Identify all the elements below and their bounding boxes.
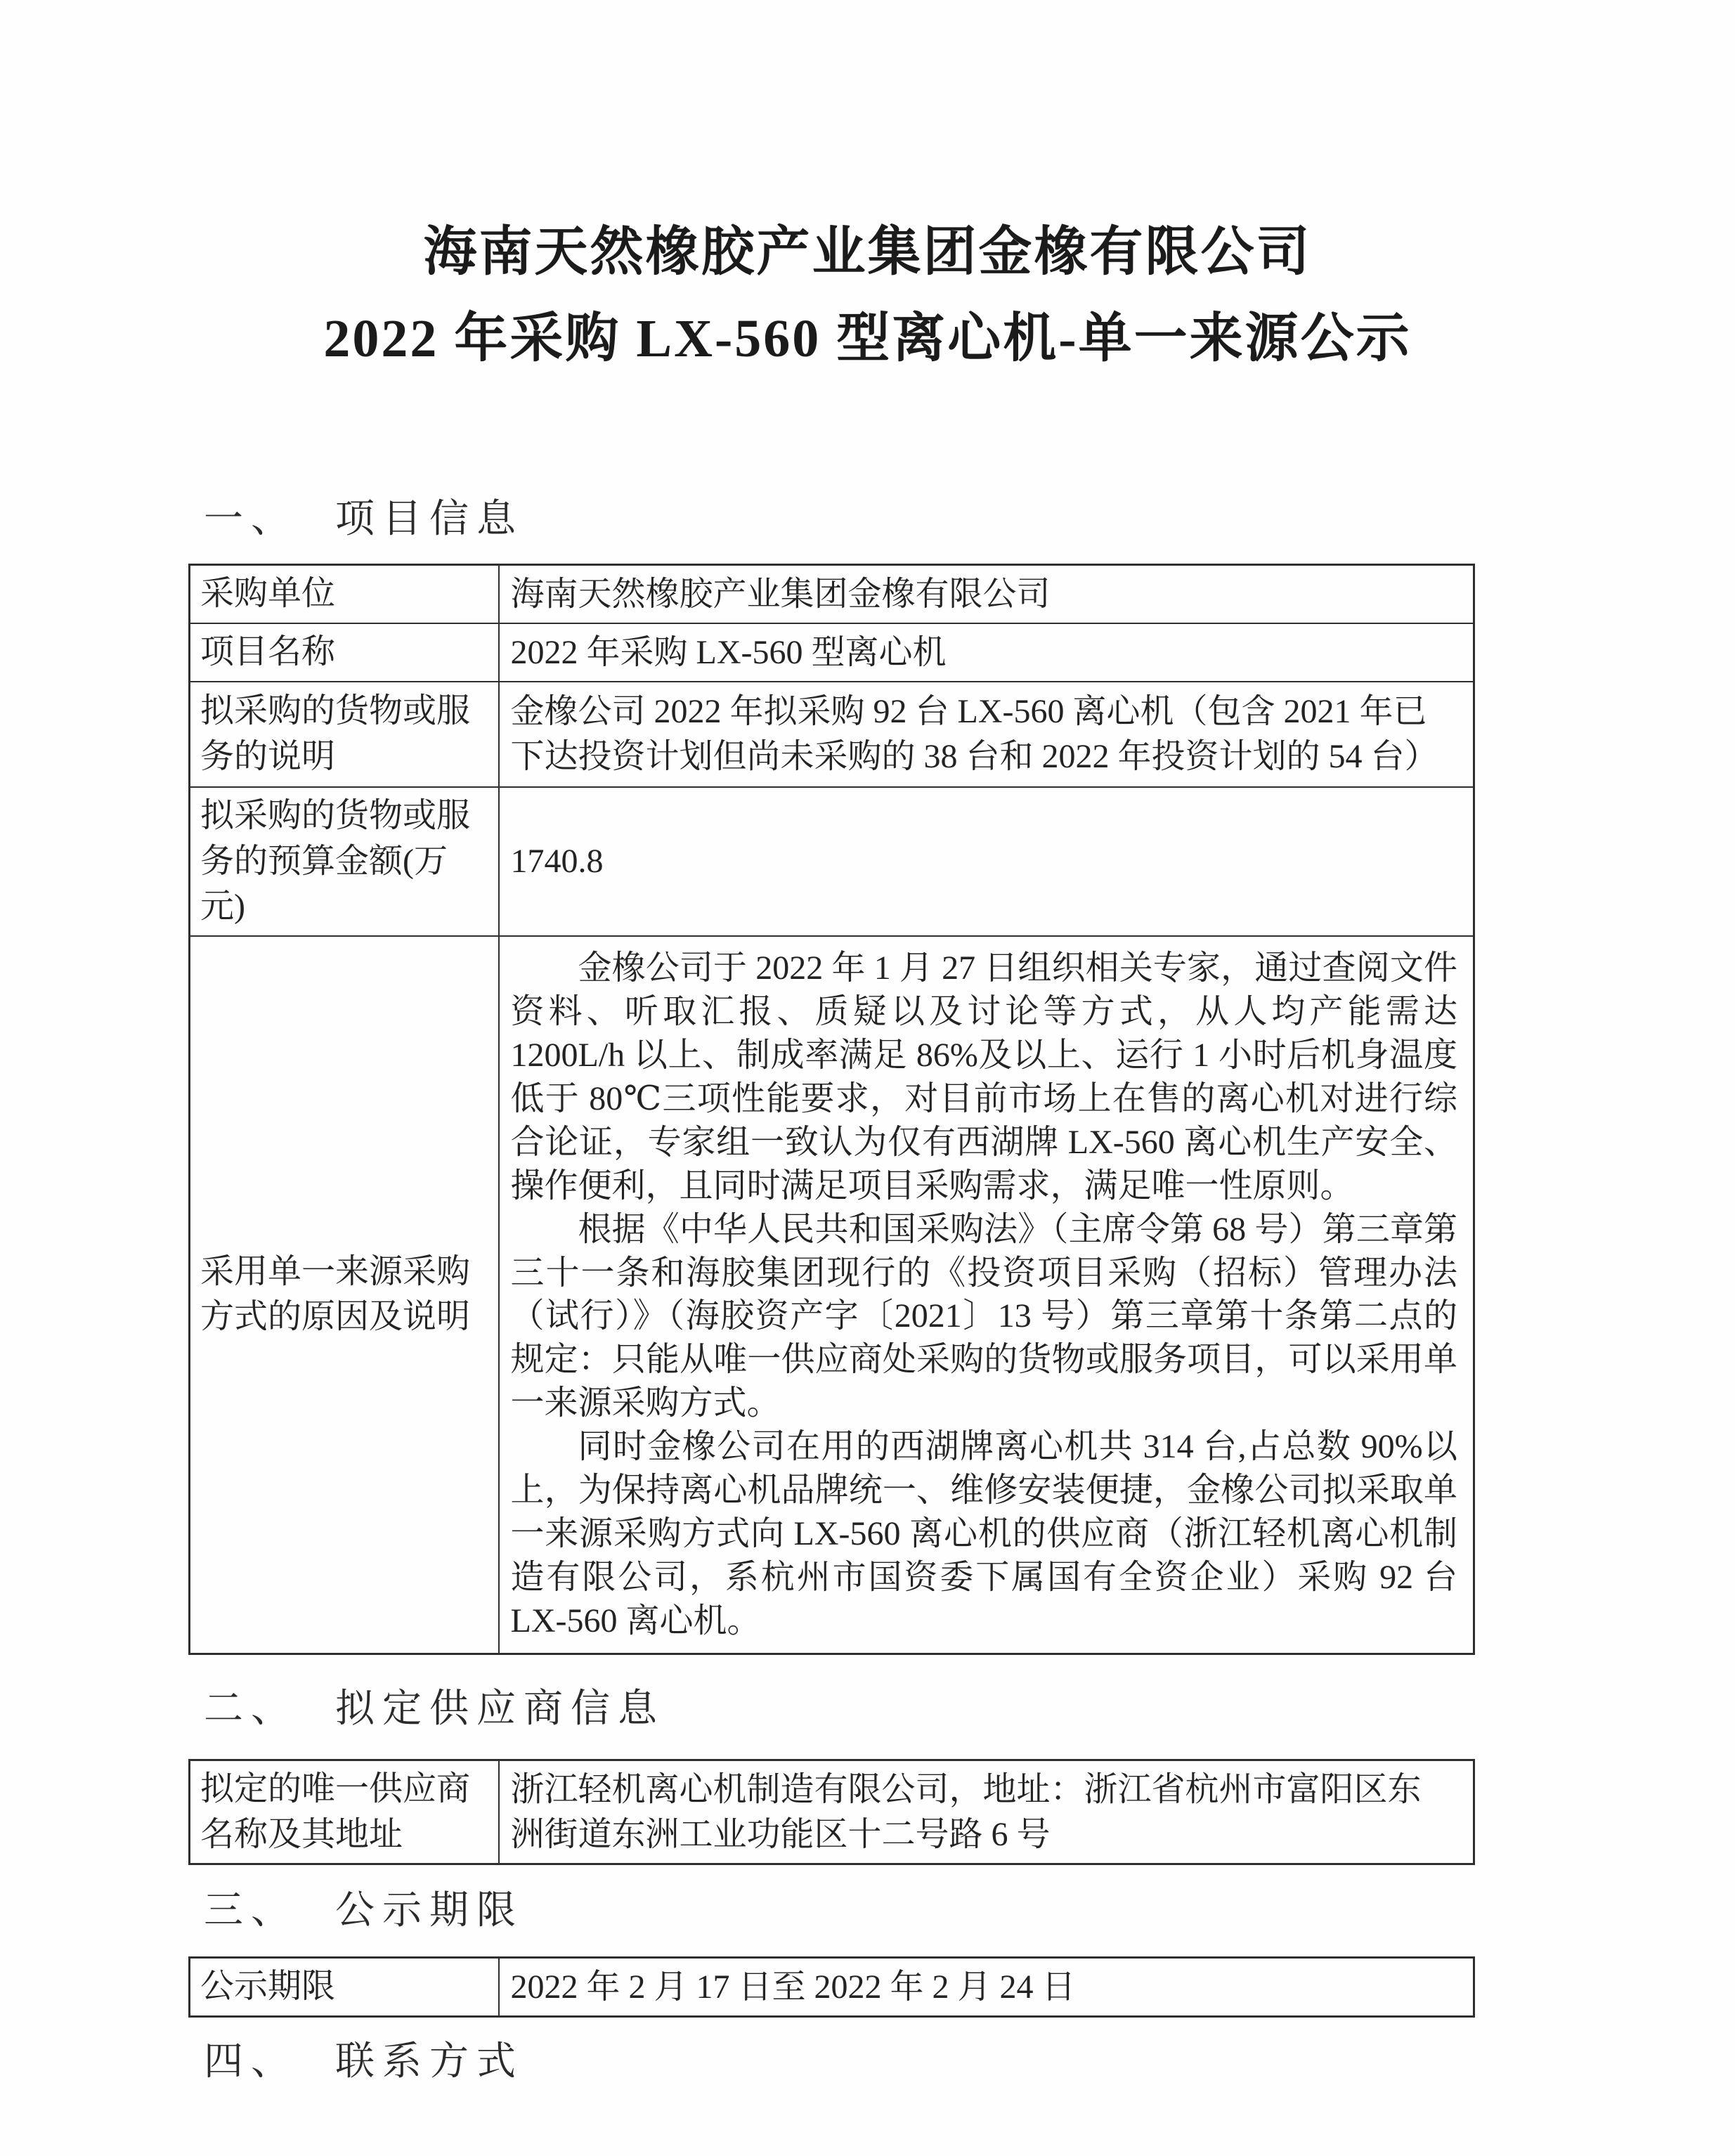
row-value: 2022 年 2 月 17 日至 2022 年 2 月 24 日	[499, 1958, 1474, 2017]
document-body	[188, 495, 1475, 2086]
section-heading-publicity-period: 三、 公示期限	[204, 1889, 524, 1933]
table-row-goods-description	[190, 682, 1474, 787]
table-row-supplier	[190, 1760, 1474, 1864]
section-heading-contact-info: 四、 联系方式	[204, 2040, 524, 2084]
table-row-period	[190, 1958, 1474, 2017]
table-row-budget-amount	[190, 787, 1474, 936]
section-heading-supplier-info: 二、 拟定供应商信息	[204, 1687, 665, 1731]
supplier-table	[188, 1759, 1475, 1866]
section-heading-project-info: 一、 项目信息	[204, 498, 524, 542]
row-value: 浙江轻机离心机制造有限公司，地址：浙江省杭州市富阳区东洲街道东洲工业功能区十二号路 6 号	[499, 1760, 1474, 1864]
document-title	[0, 0, 1735, 382]
row-label: 公示期限	[190, 1958, 499, 2017]
row-label: 拟定的唯一供应商名称及其地址	[190, 1760, 499, 1864]
row-value: 2022 年采购 LX-560 型离心机	[499, 623, 1474, 682]
row-label: 拟采购的货物或服务的说明	[190, 682, 499, 787]
table-row-purchasing-unit	[190, 565, 1474, 623]
row-value: 1740.8	[499, 787, 1474, 936]
reason-paragraph-1: 金橡公司于 2022 年 1 月 27 日组织相关专家，通过查阅文件资料、听取汇报、质疑以及讨论等方式，从人均产能需达 1200L/h 以上、制成率满足 86%及以上、运行 1 小时后机身温度低于 80℃三项性能要求，对目前市场上在售的离心机对进行综合论证，专家组一致认为仅有西湖牌 LX-560 离心机生产安全、操作便利，且同时满足项目采购需求，满足唯一性原则。	[510, 949, 1457, 1204]
row-value-reason	[499, 936, 1474, 1654]
row-value: 海南天然橡胶产业集团金橡有限公司	[499, 565, 1474, 623]
reason-paragraph-2: 根据《中华人民共和国采购法》（主席令第 68 号）第三章第三十一条和海胶集团现行的《投资项目采购（招标）管理办法（试行）》（海胶资产字〔2021〕13 号）第三章第十条第二点的规定：只能从唯一供应商处采购的货物或服务项目，可以采用单一来源采购方式。	[510, 1210, 1457, 1422]
table-row-single-source-reason	[190, 936, 1474, 1654]
publicity-period-table	[188, 1956, 1475, 2018]
project-info-table	[188, 564, 1475, 1654]
document-title-line1: 海南天然橡胶产业集团金橡有限公司	[423, 223, 1312, 282]
row-label: 拟采购的货物或服务的预算金额(万元)	[190, 787, 499, 936]
reason-paragraph-3: 同时金橡公司在用的西湖牌离心机共 314 台,占总数 90%以上，为保持离心机品牌统一、维修安装便捷，金橡公司拟采取单一来源采购方式向 LX-560 离心机的供应商（浙江轻机离心机制造有限公司，系杭州市国资委下属国有全资企业）采购 92 台 LX-560 离心机。	[510, 1428, 1457, 1639]
table-row-project-name	[190, 623, 1474, 682]
row-value: 金橡公司 2022 年拟采购 92 台 LX-560 离心机（包含 2021 年已下达投资计划但尚未采购的 38 台和 2022 年投资计划的 54 台）	[499, 682, 1474, 787]
row-label: 采购单位	[190, 565, 499, 623]
row-label: 项目名称	[190, 623, 499, 682]
document-title-line2: 2022 年采购 LX-560 型离心机-单一来源公示	[323, 309, 1412, 369]
row-label: 采用单一来源采购方式的原因及说明	[190, 936, 499, 1654]
